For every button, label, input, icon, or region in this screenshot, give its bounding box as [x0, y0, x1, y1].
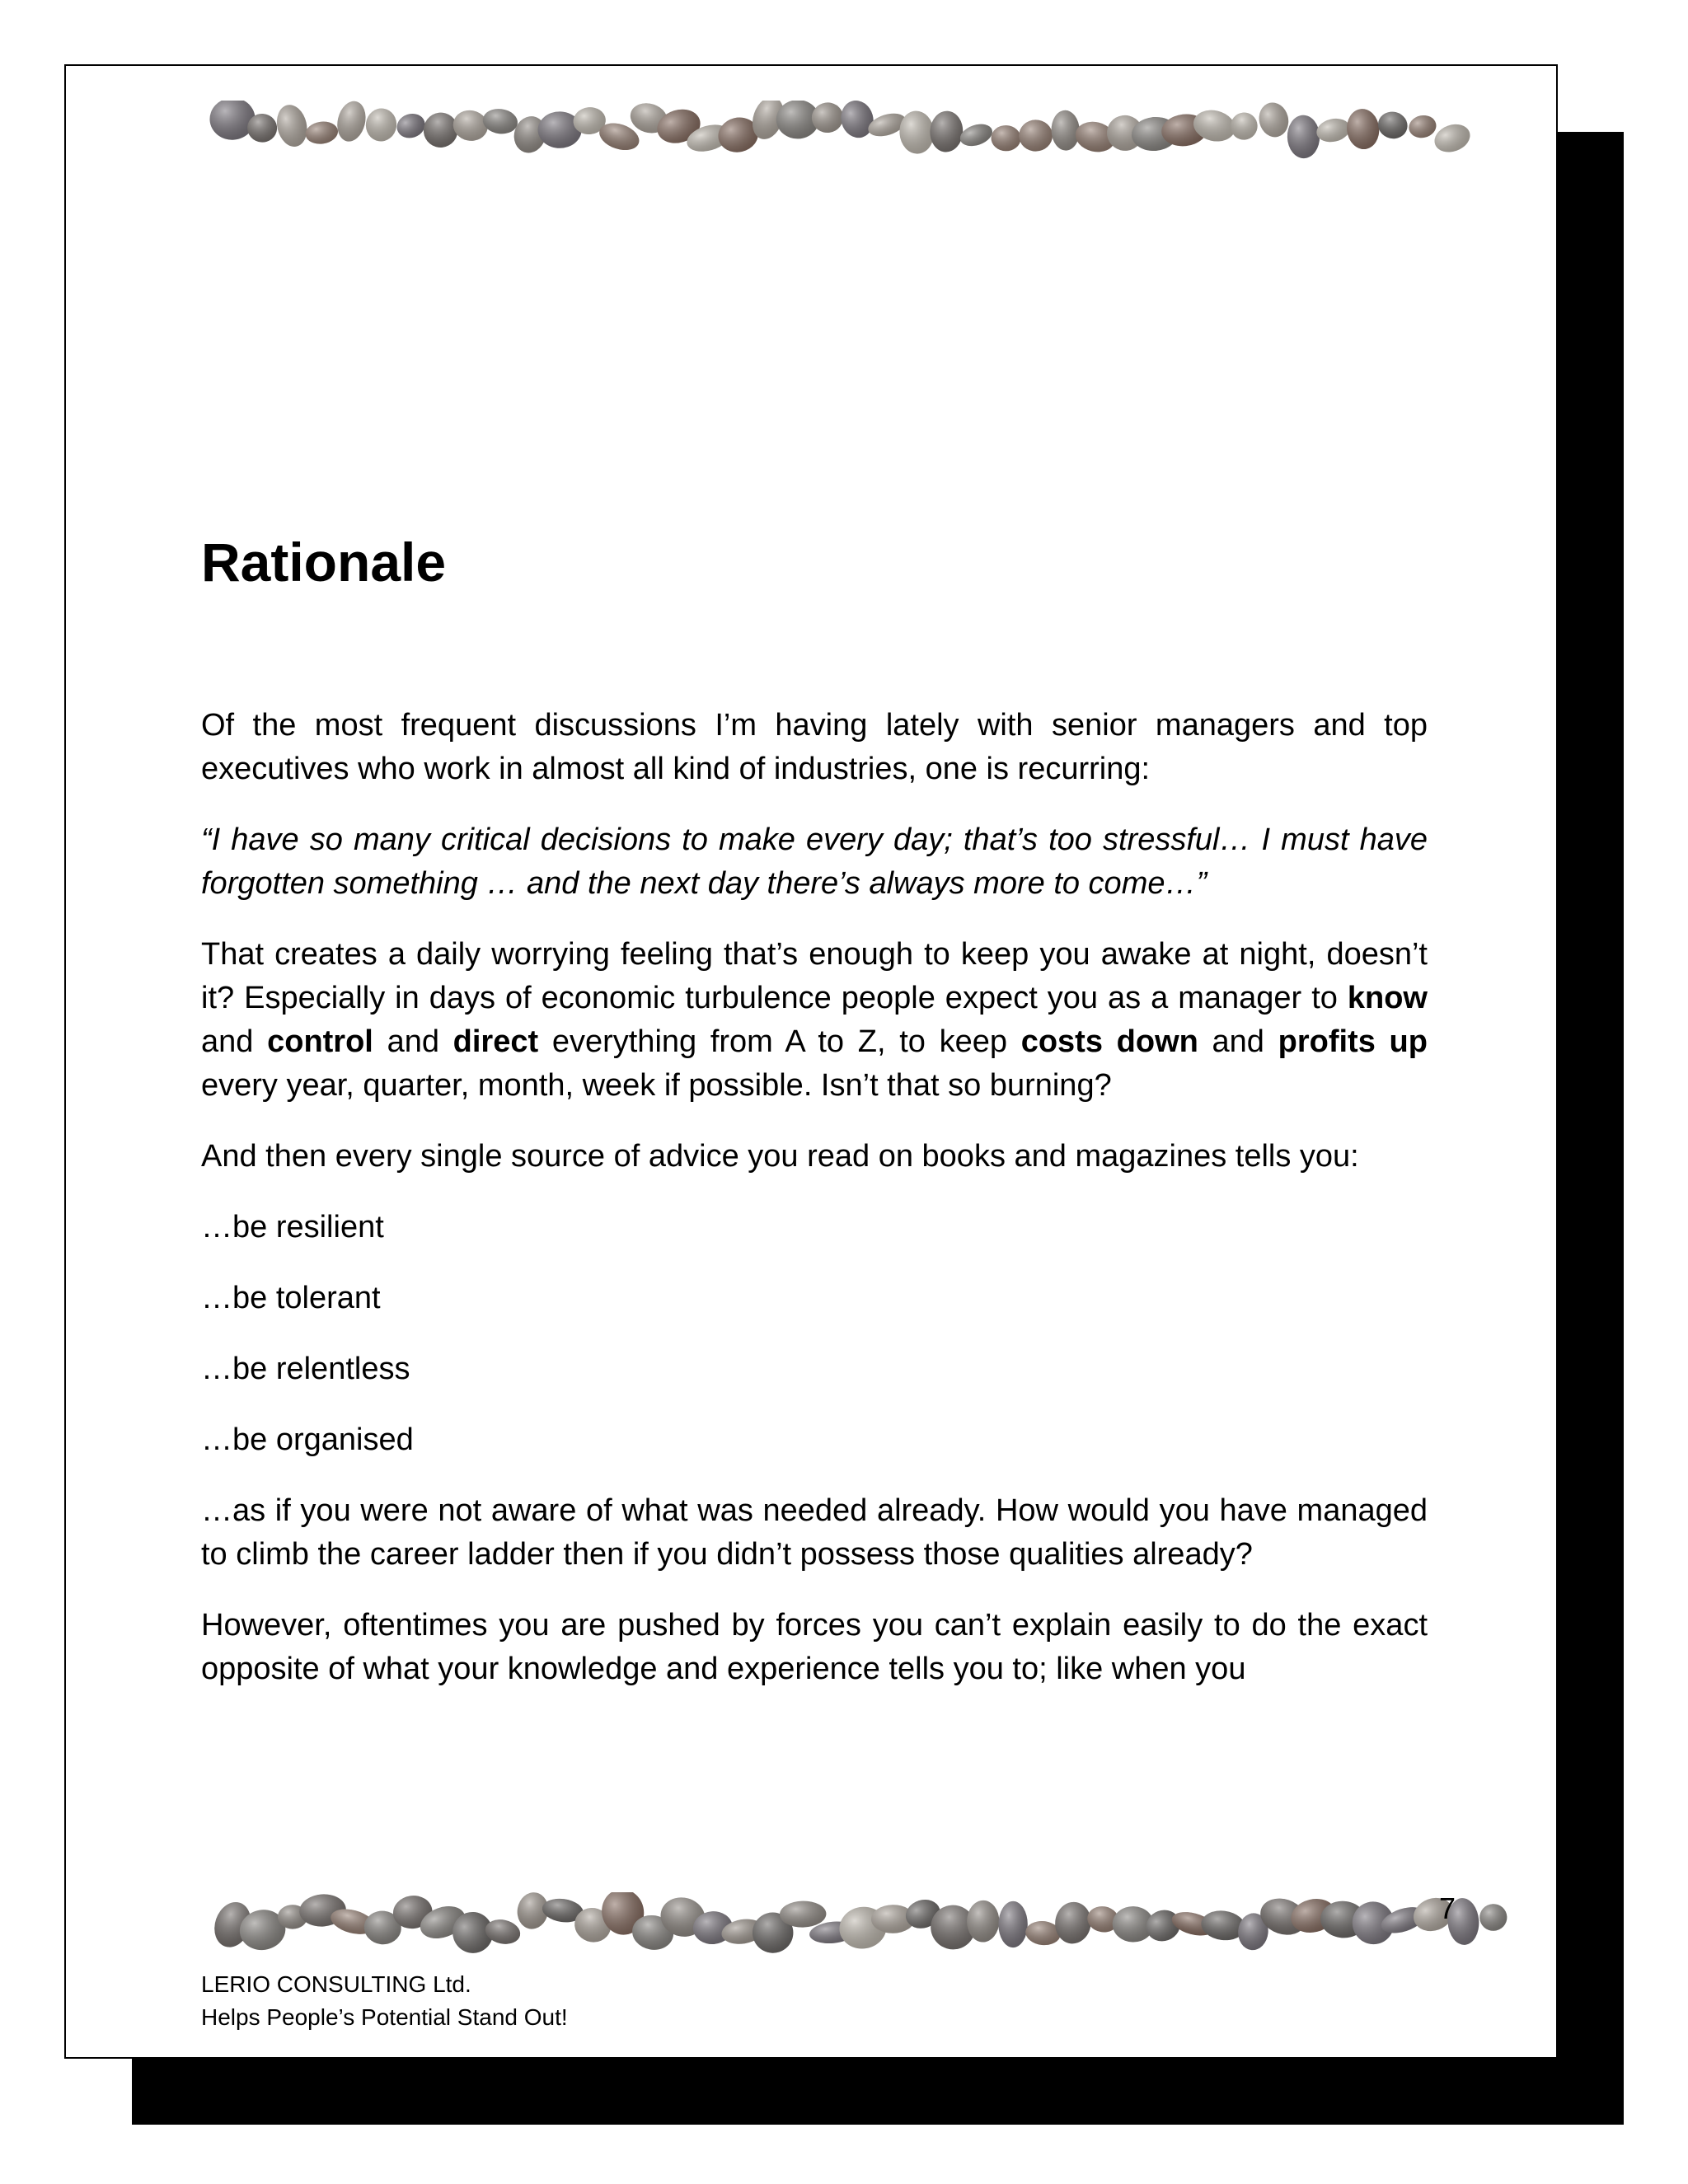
- footer-company: LERIO CONSULTING Ltd.: [201, 1971, 471, 1997]
- text-run: every year, quarter, month, week if possible. Isn’t that so burning?: [201, 1068, 1112, 1103]
- body-paragraph: [201, 1604, 1428, 1691]
- text-run: …as if you were not aware of what was needed already. How would you have managed to climb the career ladder then if you didn’t possess those qualities already?: [201, 1493, 1428, 1572]
- document-page: [64, 64, 1558, 2059]
- text-run: And then every single source of advice you read on books and magazines tells you:: [201, 1139, 1359, 1174]
- pebble-icon: [334, 101, 370, 144]
- pebble-icon: [1431, 120, 1474, 157]
- body-paragraph: [201, 1206, 1428, 1249]
- text-run: and: [1198, 1024, 1278, 1059]
- page-title: Rationale: [201, 532, 447, 593]
- text-run: …be organised: [201, 1422, 414, 1457]
- pebble-icon: [1407, 113, 1438, 140]
- text-run: …be resilient: [201, 1210, 384, 1244]
- pebble-icon: [304, 120, 340, 146]
- pebble-icon: [273, 102, 311, 150]
- pebble-icon: [1019, 120, 1053, 152]
- body-paragraph: [201, 1489, 1428, 1577]
- pebble-icon: [1255, 101, 1292, 140]
- bold-text-run: know: [1347, 981, 1428, 1015]
- pebble-icon: [363, 106, 399, 143]
- pebble-icon: [1315, 115, 1353, 145]
- pebble-icon: [1479, 1903, 1507, 1931]
- pebble-icon: [929, 110, 964, 152]
- page-number: 7: [1438, 1891, 1456, 1925]
- body-paragraph: [201, 1135, 1428, 1179]
- bold-text-run: direct: [452, 1024, 539, 1059]
- paragraph-list: [201, 704, 1428, 1691]
- pebble-icon: [957, 120, 995, 150]
- text-run: and: [373, 1024, 453, 1059]
- body-paragraph: [201, 1347, 1428, 1391]
- pebble-icon: [394, 110, 429, 142]
- document-body: [201, 527, 1428, 1718]
- pebble-icon: [481, 106, 519, 135]
- pebble-icon: [1227, 109, 1261, 143]
- pebble-border-top-icon: [208, 101, 1477, 162]
- quote-paragraph: [201, 818, 1428, 906]
- footer-tagline: Helps People’s Potential Stand Out!: [201, 2004, 568, 2030]
- page-footer: [201, 1968, 568, 2034]
- pebble-icon: [991, 124, 1021, 151]
- text-run: However, oftentimes you are pushed by forces you can’t explain easily to do the exact opposite of what your knowledge and experience tells you to; like when you: [201, 1608, 1428, 1686]
- bold-text-run: costs down: [1020, 1024, 1198, 1059]
- body-paragraph: [201, 933, 1428, 1108]
- text-run: Of the most frequent discussions I’m having lately with senior managers and top executives who work in almost all kind of industries, one is recurring:: [201, 708, 1428, 786]
- text-run: That creates a daily worrying feeling that’s enough to keep you awake at night, doesn’t it? Especially in days of economic turbulence people expect you as a manager to: [201, 937, 1428, 1015]
- body-paragraph: [201, 1277, 1428, 1320]
- text-run: and: [201, 1024, 268, 1059]
- bold-text-run: control: [267, 1024, 373, 1059]
- text-run: …be tolerant: [201, 1281, 381, 1315]
- text-run: …be relentless: [201, 1352, 410, 1386]
- pebble-icon: [1376, 109, 1410, 142]
- bold-text-run: profits up: [1278, 1024, 1428, 1059]
- pebble-icon: [1287, 115, 1320, 158]
- pebble-icon: [450, 107, 490, 143]
- pebble-icon: [1051, 110, 1081, 151]
- text-run: everything from A to Z, to keep: [538, 1024, 1021, 1059]
- body-paragraph: [201, 1418, 1428, 1462]
- text-run: “I have so many critical decisions to make every day; that’s too stressful… I must have forgotten something … and the next day there’s always more to come…”: [201, 823, 1428, 901]
- pebble-border-bottom-icon: [208, 1892, 1518, 1958]
- pebble-icon: [1345, 107, 1381, 151]
- body-paragraph: [201, 704, 1428, 791]
- pebble-icon: [837, 101, 878, 142]
- pebble-icon: [998, 1901, 1028, 1947]
